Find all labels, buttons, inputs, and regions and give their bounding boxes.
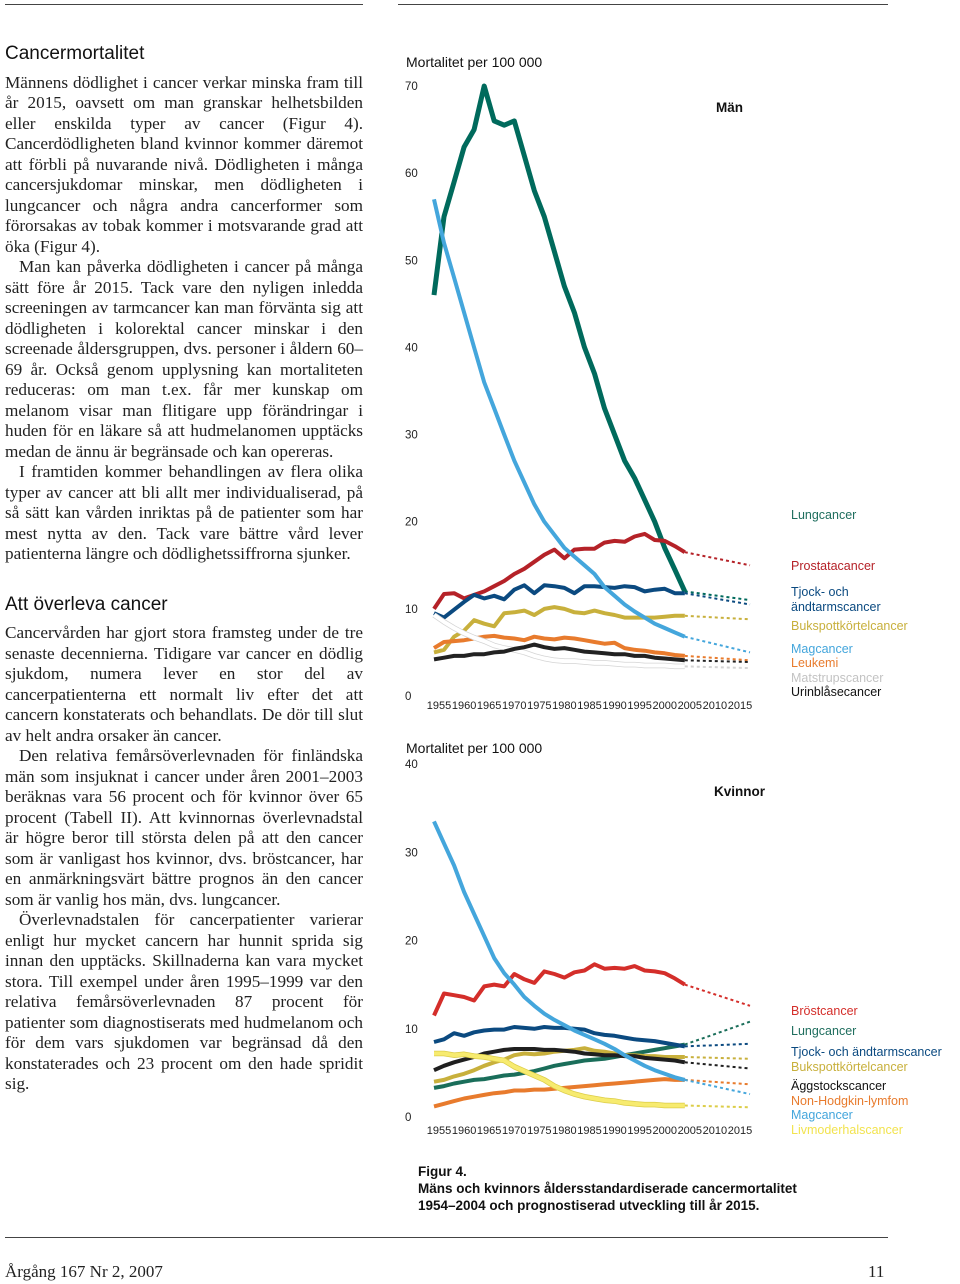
section-heading-mortality: Cancermortalitet	[5, 43, 145, 64]
legend-entry: Tjock- och	[791, 585, 849, 599]
x-tick-label: 1970	[502, 700, 527, 712]
series-forecast-line	[685, 552, 750, 565]
caption-text: 1954–2004 och prognostiserad utveckling till år 2015.	[418, 1198, 760, 1213]
x-tick-label: 2005	[677, 1125, 703, 1137]
legend-entry: Leukemi	[791, 656, 839, 670]
x-tick-label: 1995	[627, 700, 652, 712]
series-forecast-line	[685, 616, 750, 620]
x-tick-label: 1965	[476, 700, 502, 712]
caption-label: Figur 4.	[418, 1164, 467, 1179]
chart-title: Kvinnor	[714, 784, 766, 799]
x-tick-label: 1975	[527, 700, 552, 712]
series-forecast-line	[685, 1044, 750, 1047]
series-forecast-line	[685, 656, 750, 660]
y-tick-label: 30	[405, 429, 418, 442]
legend-entry: ändtarmscancer	[791, 600, 881, 614]
x-tick-label: 2000	[652, 1125, 677, 1137]
paragraph: I framtiden kommer behandlingen av flera olika typer av cancer att bli allt mer individualiserad, på så sätt kan vården inriktas på de patienter som har mest nytta av den. Tack vare bättre vård lever patienterna längre och dödlighetssiffrorna sjunker.	[5, 462, 363, 563]
y-tick-label: 20	[405, 516, 418, 529]
legend-entry: Bröstcancer	[791, 1004, 858, 1018]
series-line	[434, 607, 685, 652]
y-tick-label: 20	[405, 935, 418, 948]
paragraph: Man kan påverka dödligheten i cancer på många sätt före år 2015. Tack vare den nyligen inledda screeningen av tarmcancer kan man förvänta sig att dödligheten i kolorektal cancer minskar i den screenade åldersgruppen, dvs. personer i åldern 60–69 år. Också genom upplysning kan mortaliteten reduceras: om man t.ex. får mer kunskap om melanom visar man flitigare upp förändringar i huden för en läkare så att hudmelanomen upptäcks medan de ännu är begränsade och kan opereras.	[5, 257, 363, 461]
chart-title: Män	[716, 100, 743, 115]
x-tick-label: 1985	[577, 1125, 602, 1137]
y-tick-label: 40	[405, 342, 418, 355]
y-tick-label: 40	[405, 759, 418, 771]
legend-entry: Tjock- och ändtarmscancer	[791, 1045, 942, 1059]
legend-entry: Matstrupscancer	[791, 671, 884, 685]
x-tick-label: 1975	[527, 1125, 552, 1137]
x-tick-label: 1970	[502, 1125, 527, 1137]
y-tick-label: 50	[405, 255, 418, 268]
series-forecast-line	[685, 591, 750, 600]
series-forecast-line	[685, 1062, 750, 1068]
y-tick-label: 0	[405, 691, 412, 703]
x-tick-label: 1960	[451, 1125, 477, 1137]
top-rule-right	[398, 4, 888, 5]
y-axis-label: Mortalitet per 100 000	[406, 740, 543, 756]
y-tick-label: 60	[405, 168, 418, 181]
journal-info: Årgång 167 Nr 2, 2007	[5, 1262, 163, 1281]
legend-entry: Magcancer	[791, 1108, 853, 1122]
figure-4	[398, 45, 960, 1225]
paragraph: Cancervården har gjort stora framsteg under de tre senaste decennierna. Tidigare var cancer en dödlig sjukdom, numera lever en stor del av cancerpatienterna ett normalt liv efter det att cancern konstaterats och behandlats. De dör till slut av helt andra orsaker än cancer.	[5, 623, 363, 745]
bottom-rule	[5, 1237, 888, 1238]
x-tick-label: 1965	[476, 1125, 502, 1137]
x-tick-label: 2000	[652, 700, 677, 712]
x-tick-label: 2015	[727, 700, 753, 712]
y-tick-label: 10	[405, 1023, 418, 1036]
paragraph: Männens dödlighet i cancer verkar minska fram till år 2015, oavsett om man granskar helhetsbilden eller enskilda typer av cancer (Figur 4). Cancerdödligheten bland kvinnor kommer däremot att förbli på nuvarande nivå. Dödligheten i många cancersjukdomar minskar, men dödligheten i lungcancer och några andra cancerformer som förorsakas av tobak kommer i motsvarande grad att öka (Figur 4).	[5, 72, 363, 256]
top-rule-left	[5, 4, 363, 5]
series-forecast-line	[685, 985, 750, 1006]
y-tick-label: 30	[405, 847, 418, 860]
y-tick-label: 70	[405, 81, 418, 93]
series-line	[434, 964, 685, 1015]
x-tick-label: 2010	[702, 1125, 728, 1137]
x-tick-label: 1960	[451, 700, 477, 712]
page-number: 11	[868, 1262, 885, 1281]
legend-entry: Urinblåsecancer	[791, 685, 882, 699]
legend-entry: Lungcancer	[791, 508, 857, 522]
paragraph: Överlevnadstalen för cancerpatienter varierar enligt hur mycket cancern har hunnit sprida sig innan den upptäcks. Skillnaderna kan vara mycket stora. Till exempel under åren 1995–1999 var den relativa femårsöverlevnaden 87 procent för patienter som diagnostiserats med hudmelanom och för dem vars sjukdomen var begränsad då den konstaterades och 23 procent om den hade spridit sig.	[5, 910, 363, 1093]
legend-entry: Bukspottkörtelcancer	[791, 619, 908, 633]
x-tick-label: 1980	[552, 1125, 577, 1137]
series-forecast-line	[685, 1057, 750, 1059]
x-tick-label: 2005	[677, 700, 703, 712]
paragraph: Den relativa femårsöverlevnaden för finländska män som insjuknat i cancer under åren 2001–2003 beräknas vara 56 procent och för kvinnor över 65 procent (Tabell II). Att kvinnornas överlevnadstal är högre beror till största delen på att den cancer som är vanligast hos kvinnor, dvs. bröstcancer, har en anmärkningsvärt bättre prognos än den cancer som är vanlig hos män, dvs. lungcancer.	[5, 746, 363, 909]
chart-women	[405, 740, 942, 1137]
x-tick-label: 1995	[627, 1125, 652, 1137]
series-forecast-line	[685, 1022, 750, 1045]
legend-entry: Non-Hodgkin-lymfom	[791, 1094, 909, 1108]
figure-svg	[398, 45, 960, 1155]
series-line	[434, 585, 685, 617]
figure-caption	[418, 1163, 797, 1214]
y-tick-label: 0	[405, 1112, 412, 1124]
series-forecast-line	[685, 1080, 750, 1084]
legend-entry: Prostatacancer	[791, 559, 876, 573]
legend-entry: Magcancer	[791, 642, 853, 656]
x-tick-label: 1980	[552, 700, 577, 712]
legend-entry: Äggstockscancer	[791, 1079, 887, 1093]
x-tick-label: 2015	[727, 1125, 753, 1137]
x-tick-label: 1955	[426, 700, 452, 712]
x-tick-label: 1990	[602, 1125, 627, 1137]
section-heading-survival: Att överleva cancer	[5, 593, 168, 615]
x-tick-label: 2010	[702, 700, 728, 712]
x-tick-label: 1955	[426, 1125, 452, 1137]
chart-men	[405, 54, 908, 712]
caption-text: Mäns och kvinnors åldersstandardiserade cancermortalitet	[418, 1181, 797, 1196]
series-forecast-line	[685, 637, 750, 653]
legend-entry: Livmoderhalscancer	[791, 1123, 903, 1137]
x-tick-label: 1985	[577, 700, 602, 712]
series-forecast-line	[685, 666, 750, 668]
x-tick-label: 1990	[602, 700, 627, 712]
legend-entry: Bukspottkörtelcancer	[791, 1060, 908, 1074]
series-forecast-line	[685, 1106, 750, 1108]
article-column	[5, 44, 363, 1095]
series-line	[434, 1027, 685, 1046]
legend-entry: Lungcancer	[791, 1024, 857, 1038]
y-tick-label: 10	[405, 603, 418, 616]
y-axis-label: Mortalitet per 100 000	[406, 54, 543, 70]
